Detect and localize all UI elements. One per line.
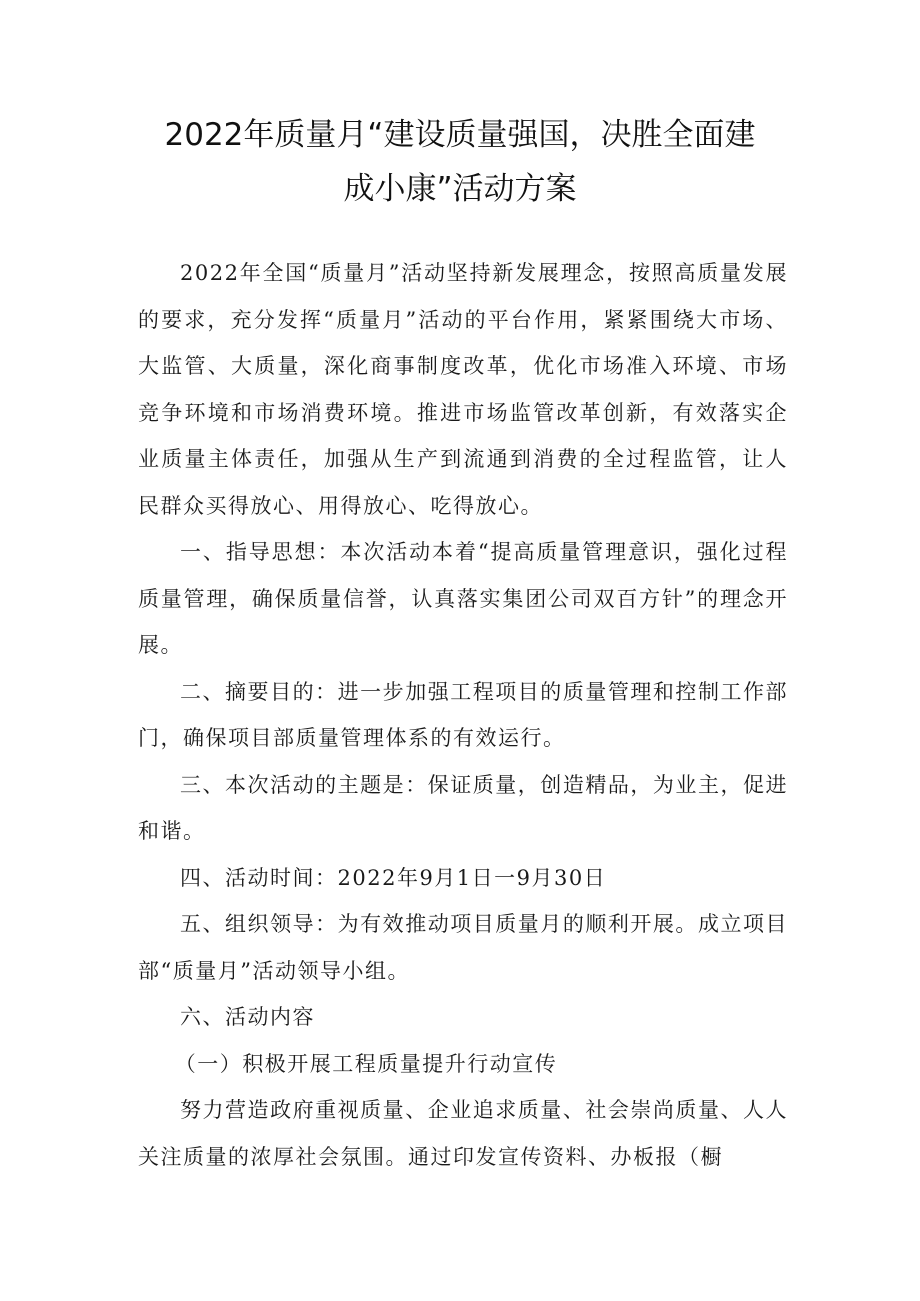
paragraph-activity-time: 四、活动时间：2022年9月1日一9月30日 (180, 865, 607, 890)
title-line-1: 2022年质量月“建设质量强国，决胜全面建 (164, 117, 756, 153)
subheading-publicity: （一）积极开展工程质量提升行动宣传 (174, 1051, 558, 1076)
paragraph-atmosphere: 努力营造政府重视质量、企业追求质量、社会崇尚质量、人人关注质量的浓厚社会氛围。通过印发宣传资料、办板报（橱 (138, 1098, 788, 1169)
document-title (120, 108, 800, 216)
paragraph-intro: 2022年全国“质量月”活动坚持新发展理念，按照高质量发展的要求，充分发挥“质量月”活动的平台作用，紧紧围绕大市场、大监管、大质量，深化商事制度改革，优化市场准入环境、市场竞争环境和市场消费环境。推进市场监管改革创新，有效落实企业质量主体责任，加强从生产到流通到消费的全过程监管，让人民群众买得放心、用得放心、吃得放心。 (138, 261, 788, 518)
paragraph-guiding-ideology: 一、指导思想：本次活动本着“提高质量管理意识，强化过程质量管理，确保质量信誉，认真落实集团公司双百方针”的理念开展。 (138, 540, 788, 657)
title-line-2: 成小康”活动方案 (343, 171, 577, 207)
paragraph-theme: 三、本次活动的主题是：保证质量，创造精品，为业主，促进和谐。 (138, 772, 788, 843)
paragraph-purpose: 二、摘要目的：进一步加强工程项目的质量管理和控制工作部门，确保项目部质量管理体系的有效运行。 (138, 679, 788, 750)
heading-activity-content: 六、活动内容 (180, 1005, 315, 1029)
paragraph-leadership: 五、组织领导：为有效推动项目质量月的顺利开展。成立项目部“质量月”活动领导小组。 (138, 912, 788, 983)
document-body (138, 250, 788, 1180)
